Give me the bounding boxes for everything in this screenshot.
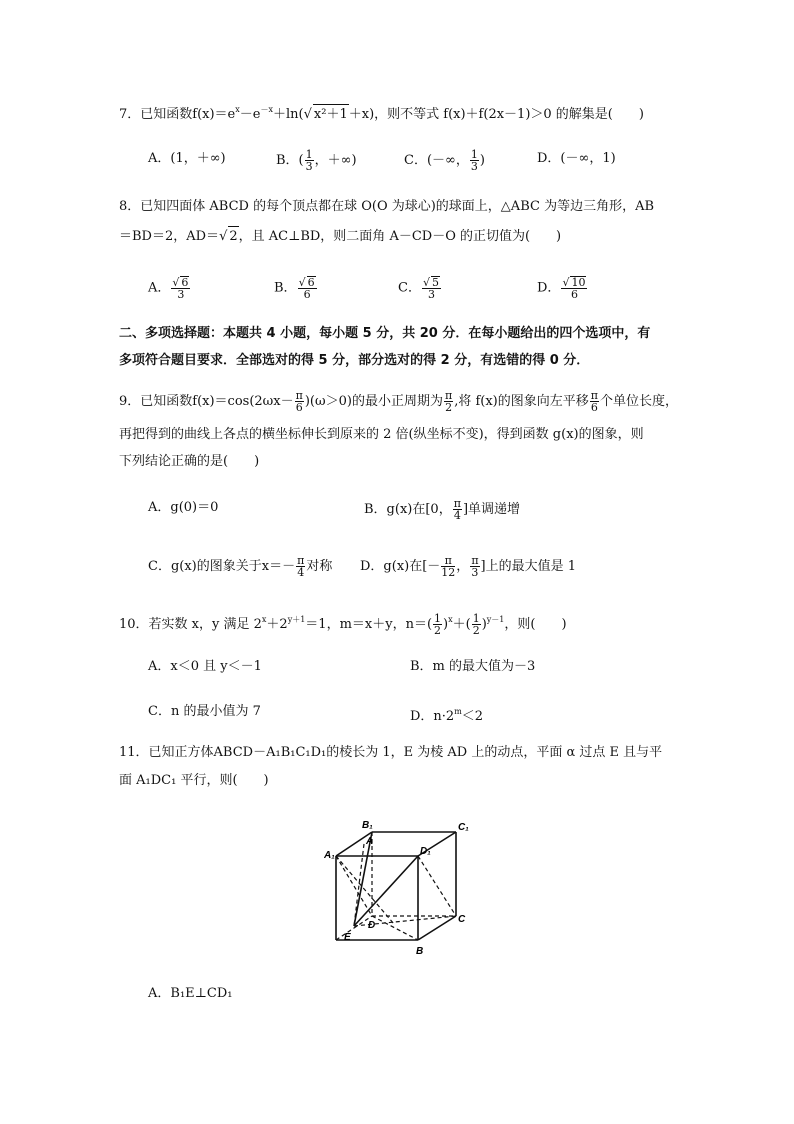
q7-text-a: 7．已知函数f(x)＝e <box>119 107 236 122</box>
option-label: C． <box>398 280 421 296</box>
label-D1: D₁ <box>420 846 431 857</box>
q9-d-text-c: ]上的最大值是 1 <box>480 559 577 574</box>
denominator: 3 <box>427 288 435 301</box>
q7-option-a: A．(1，＋∞) <box>148 151 226 166</box>
q9-option-d <box>360 555 576 578</box>
denominator: 3 <box>177 288 185 301</box>
fraction <box>561 276 587 300</box>
numerator: π <box>444 389 453 402</box>
numerator: √ 5 <box>422 276 439 289</box>
q10-option-b: B．m 的最大值为－3 <box>410 659 536 674</box>
radicand: 10 <box>571 276 586 289</box>
sqrt-sign: √ <box>303 107 312 122</box>
q10-text-d: ) <box>443 617 449 632</box>
q8-option-d <box>537 276 588 300</box>
denominator: 6 <box>303 288 311 301</box>
denominator: 3 <box>470 160 478 173</box>
q8-stem-line2 <box>119 226 561 247</box>
fraction <box>441 555 455 578</box>
numerator: π <box>441 555 455 567</box>
numerator: 1 <box>434 612 442 625</box>
q9-d-text-a: D．g(x)在[－ <box>360 559 441 574</box>
fraction <box>171 276 190 300</box>
q10-sup-y1: y＋1 <box>287 615 306 624</box>
q10-sup-x2: x <box>448 615 453 624</box>
fraction <box>295 390 304 413</box>
numerator: π <box>453 497 461 510</box>
q9-text-b: )(ω＞0)的最小正周期为 <box>304 394 443 409</box>
q9-text-c: ,将 f(x)的图象向左平移 <box>454 394 589 409</box>
section2-heading-line1: 二、多项选择题：本题共 4 小题，每小题 5 分，共 20 分．在每小题给出的四个选项中，有 <box>119 326 651 341</box>
q7-sup: x <box>235 105 240 114</box>
q11-stem-line1: 11．已知正方体ABCD－A₁B₁C₁D₁的棱长为 1，E 为棱 AD 上的动点，平面 α 过点 E 且与平 <box>119 745 663 760</box>
q8-option-b <box>274 276 318 300</box>
fraction <box>422 276 441 300</box>
q7-text-c: ＋ln( <box>273 107 304 122</box>
numerator: √ 6 <box>172 276 189 289</box>
fraction <box>472 613 481 636</box>
q7-b-pre: B．( <box>276 153 304 168</box>
q9-d-text-b: ， <box>456 559 470 574</box>
q10-sup-ym1: y－1 <box>486 615 505 624</box>
label-D: D <box>368 920 376 931</box>
denominator: 2 <box>434 624 442 637</box>
cube-figure <box>324 814 480 960</box>
denominator: 6 <box>590 401 598 414</box>
q9-stem-line1 <box>119 390 678 413</box>
denominator: 3 <box>471 566 479 579</box>
label-B: B <box>416 946 424 957</box>
numerator: 1 <box>305 148 313 161</box>
option-label: B． <box>274 280 297 296</box>
q9-stem-line3: 下列结论正确的是( ) <box>119 454 260 469</box>
q9-c-text-a: C．g(x)的图象关于x＝－ <box>148 559 296 574</box>
q9-option-a: A．g(0)＝0 <box>148 500 219 515</box>
fraction <box>470 555 479 578</box>
denominator: 4 <box>453 509 461 522</box>
numerator: π <box>471 554 479 567</box>
numerator: 1 <box>472 612 480 625</box>
q9-c-text-b: 对称 <box>306 559 333 574</box>
q10-stem <box>119 610 567 636</box>
label-A: A <box>366 836 374 847</box>
denominator: 3 <box>305 160 313 173</box>
q10-text-a: 10．若实数 x，y 满足 2 <box>119 617 262 632</box>
q8-option-a <box>148 276 191 300</box>
q7-c-post: ) <box>479 153 485 168</box>
label-C1: C₁ <box>458 822 469 833</box>
q10-sup-x: x <box>261 615 267 624</box>
q11-stem-line2: 面 A₁DC₁ 平行，则( ) <box>119 773 269 788</box>
q7-text-d: ＋x)，则不等式 f(x)＋f(2x－1)＞0 的解集是( ) <box>348 107 644 122</box>
numerator: π <box>297 554 305 567</box>
q7-option-c <box>404 149 485 172</box>
q7-b-post: ，＋∞) <box>314 153 357 168</box>
radicand: 5 <box>431 276 439 289</box>
q10-option-a: A．x＜0 且 y＜－1 <box>148 659 262 674</box>
denominator: 12 <box>441 566 456 579</box>
label-E: E <box>344 932 351 943</box>
numerator: π <box>295 389 303 402</box>
q11-option-a: A．B₁E⊥CD₁ <box>148 986 233 1001</box>
cube-hidden-edges <box>336 832 456 940</box>
q7-option-b <box>276 149 357 172</box>
q7-text-b: －e <box>239 107 261 122</box>
q9-b-text-b: ]单调递增 <box>462 502 521 517</box>
q7-radicand: x²＋1 <box>313 104 349 125</box>
radicand: 6 <box>181 276 189 289</box>
q8-text-b: ，且 AC⊥BD，则二面角 A－CD－O 的正切值为( ) <box>238 229 562 244</box>
q8-radicand: 2 <box>228 226 238 247</box>
numerator: π <box>590 389 598 402</box>
label-A1: A₁ <box>324 850 335 861</box>
option-label: A． <box>148 280 171 296</box>
denominator: 2 <box>472 624 480 637</box>
q9-option-c <box>148 555 332 578</box>
q10-option-c: C．n 的最小值为 7 <box>148 704 261 719</box>
q8-stem-line1: 8．已知四面体 ABCD 的每个顶点都在球 O(O 为球心)的球面上，△ABC 为等边三角形，AB <box>119 199 655 214</box>
q10-text-e: ＋( <box>452 617 471 632</box>
label-C: C <box>458 914 466 925</box>
q7-option-d: D．(－∞，1) <box>537 151 616 166</box>
fraction <box>433 613 442 636</box>
fraction <box>296 555 305 578</box>
denominator: 2 <box>445 401 453 414</box>
q10-text-f: ，则( ) <box>504 617 567 632</box>
q9-text-d: 个单位长度， <box>599 394 678 409</box>
label-B1: B₁ <box>362 820 373 831</box>
fraction <box>305 149 314 172</box>
q7-c-pre: C．(－∞， <box>404 153 469 168</box>
section2-heading-line2: 多项符合题目要求．全部选对的得 5 分，部分选对的得 2 分，有选错的得 0 分． <box>119 353 590 368</box>
q9-option-b <box>364 498 520 521</box>
fraction <box>453 498 462 521</box>
numerator: √ 10 <box>562 276 586 289</box>
q10-d-text-b: ＜2 <box>461 709 484 724</box>
option-label: D． <box>537 280 561 296</box>
denominator: 6 <box>295 401 303 414</box>
fraction <box>590 390 599 413</box>
denominator: 4 <box>297 566 305 579</box>
denominator: 6 <box>570 288 578 301</box>
q9-text-a: 9．已知函数f(x)＝cos(2ωx－ <box>119 394 294 409</box>
q7-stem <box>119 100 644 125</box>
q9-stem-line2: 再把得到的曲线上各点的横坐标伸长到原来的 2 倍(纵坐标不变)，得到函数 g(x)的图象，则 <box>119 427 644 442</box>
numerator: 1 <box>470 148 478 161</box>
q8-option-c <box>398 276 442 300</box>
q10-text-b: ＋2 <box>266 617 288 632</box>
q10-option-d <box>410 702 483 727</box>
q7-sup-neg: －x <box>260 105 273 114</box>
fraction <box>470 149 479 172</box>
fraction <box>298 276 317 300</box>
numerator: √ 6 <box>298 276 315 289</box>
q10-d-sup: m <box>454 707 462 716</box>
q10-text-d2: ) <box>481 617 487 632</box>
fraction <box>444 390 453 413</box>
sqrt-sign: √ <box>219 229 228 244</box>
q10-d-text-a: D．n·2 <box>410 709 455 724</box>
q10-text-c: ＝1，m＝x＋y，n＝( <box>305 617 433 632</box>
q8-text-a: ＝BD＝2，AD＝ <box>119 229 220 244</box>
radicand: 6 <box>307 276 315 289</box>
q9-b-text-a: B．g(x)在[0， <box>364 502 452 517</box>
